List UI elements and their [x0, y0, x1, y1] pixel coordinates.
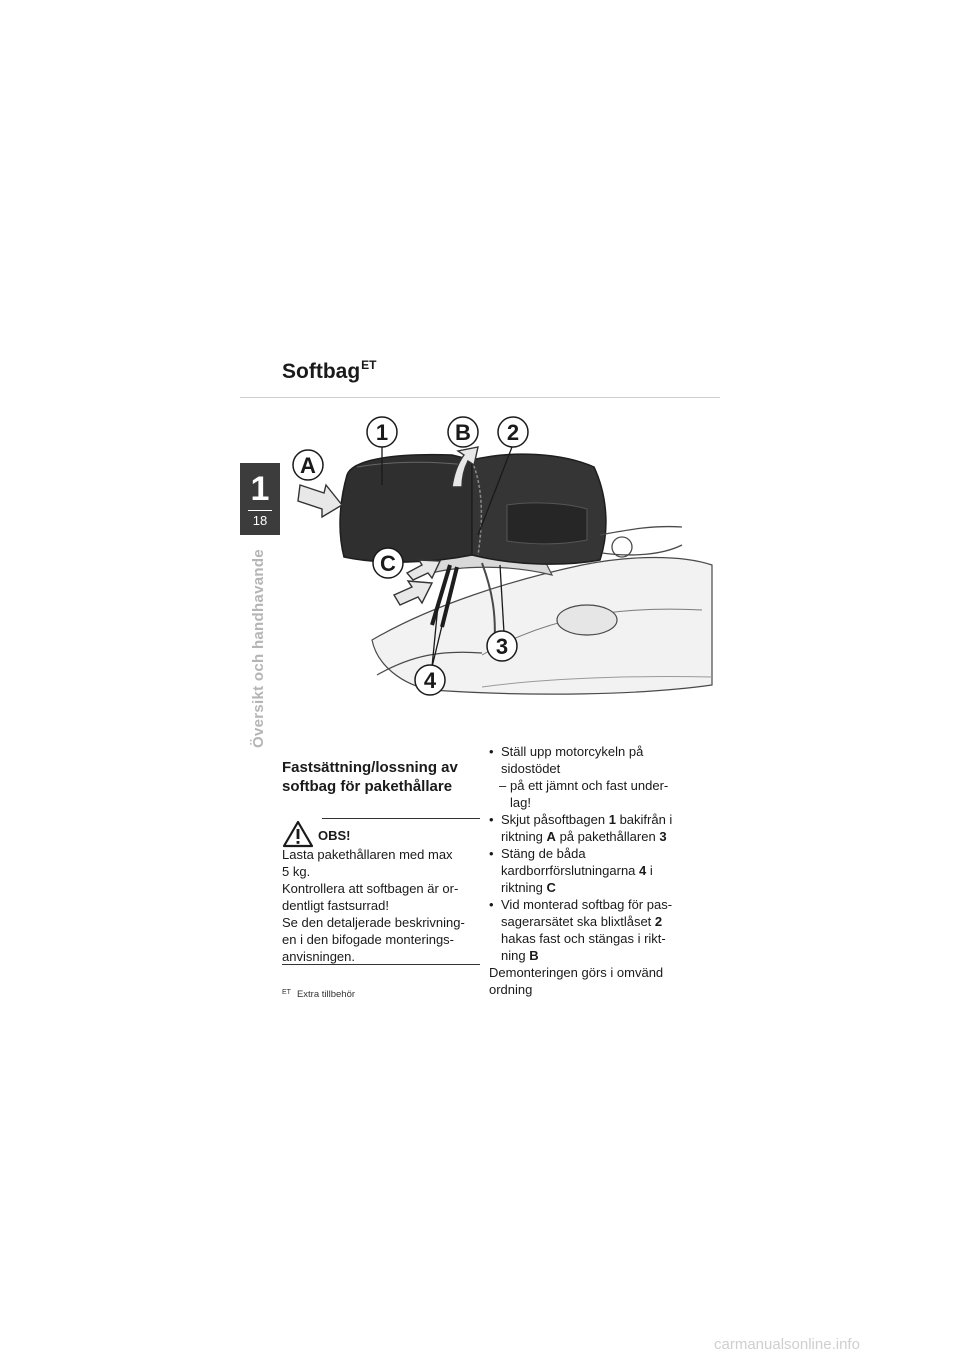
- notice-line-5: Se den detaljerade beskrivning-: [282, 915, 465, 930]
- ref-1: 1: [608, 812, 616, 827]
- notice-line-1: Lasta pakethållaren med max: [282, 847, 453, 862]
- step-2-text-b: bakifrån i: [619, 812, 673, 827]
- section-heading-line-2: softbag för pakethållare: [282, 778, 453, 795]
- notice-label: OBS!: [318, 828, 351, 843]
- ref-c: C: [546, 880, 556, 895]
- softbag-body: [340, 455, 472, 562]
- notice-bottom-rule: [282, 964, 480, 965]
- chapter-side-label: Översikt och handhavande: [250, 549, 267, 748]
- chapter-tab: [240, 463, 280, 535]
- notice-line-7: anvisningen.: [282, 949, 355, 964]
- notice-top-rule: [322, 818, 480, 819]
- step-1-line-2: sidostödet: [501, 761, 561, 776]
- step-2-text-d: på pakethållaren: [559, 829, 656, 844]
- step-1-sub-line-1: på ett jämnt och fast under-: [510, 778, 669, 793]
- bullet: •: [489, 744, 494, 759]
- page-number: 18: [252, 513, 268, 528]
- callout-a: [293, 450, 323, 480]
- arrow-c-lower: [407, 560, 440, 580]
- left-column: [282, 758, 480, 796]
- softbag-side-pocket: [507, 503, 587, 544]
- callout-b: [448, 417, 478, 447]
- arrow-c: [394, 581, 432, 605]
- cord-hook: [612, 537, 632, 557]
- step-3-text-b: i: [649, 863, 653, 878]
- watermark: carmanualsonline.info: [714, 1336, 860, 1353]
- ref-4: 4: [639, 863, 647, 878]
- notice-line-2: 5 kg.: [282, 864, 311, 879]
- callout-1-label: 1: [375, 420, 389, 445]
- closing-line-2: ordning: [489, 982, 533, 997]
- step-2-text-a: Skjut påsoftbagen: [501, 812, 606, 827]
- closing-paragraph: [489, 964, 704, 998]
- chapter-tab-divider: [248, 510, 272, 511]
- step-4-text-c: ning: [501, 948, 526, 963]
- chapter-number: 1: [250, 470, 270, 508]
- ref-a: A: [546, 829, 556, 844]
- page-title: [282, 360, 377, 384]
- callout-a-label: A: [300, 453, 316, 478]
- closing-line-1: Demonteringen görs i omvänd: [489, 965, 664, 980]
- tail-light: [557, 605, 617, 635]
- instruction-steps: [489, 743, 704, 998]
- step-1-line-1: Ställ upp motorcykeln på: [501, 744, 644, 759]
- footnote-mark: ET: [282, 989, 291, 996]
- footnote-text: Extra tillbehör: [296, 989, 356, 1000]
- notice-line-4: dentligt fastsurrad!: [282, 898, 389, 913]
- dash: –: [499, 778, 507, 793]
- notice-line-6: en i den bifogade monterings-: [282, 932, 455, 947]
- callout-2: [498, 417, 528, 447]
- step-4-line-1: Vid monterad softbag för pas-: [501, 897, 673, 912]
- step-1-sub-line-2: lag!: [510, 795, 531, 810]
- arrow-a: [298, 485, 342, 517]
- softbag-illustration: [282, 405, 720, 703]
- step-3-line-1: Stäng de båda: [501, 846, 586, 861]
- page-title-text: Softbag: [282, 360, 361, 383]
- step-4: [489, 896, 704, 964]
- callout-4-label: 4: [423, 668, 437, 693]
- step-4-line-3: hakas fast och stängas i rikt-: [501, 931, 666, 946]
- callout-c-label: C: [380, 551, 396, 576]
- callout-b-label: B: [455, 420, 471, 445]
- ref-2: 2: [654, 914, 663, 929]
- title-superscript: ET: [361, 358, 377, 372]
- section-heading: [282, 758, 480, 796]
- callout-c: [373, 548, 403, 578]
- ref-3: 3: [659, 829, 667, 844]
- softbag-drawing: [282, 405, 720, 703]
- section-heading-line-1: Fastsättning/lossning av: [282, 759, 458, 776]
- callout-1: [367, 417, 397, 447]
- warning-triangle-icon: [282, 820, 314, 848]
- callout-3: [487, 631, 517, 661]
- step-3-text-c: riktning: [501, 880, 543, 895]
- step-2: [489, 811, 704, 845]
- step-2-text-c: riktning: [501, 829, 543, 844]
- callout-4: [415, 665, 445, 695]
- step-4-text-a: sagerarsätet ska blixtlåset: [501, 914, 652, 929]
- bullet: •: [489, 846, 494, 861]
- notice-body: [282, 846, 480, 965]
- step-3-text-a: kardborrförslutningarna: [501, 863, 636, 878]
- notice-line-3: Kontrollera att softbagen är or-: [282, 881, 459, 896]
- footnote: [282, 989, 355, 1000]
- title-divider: [240, 397, 720, 398]
- callout-2-label: 2: [506, 420, 520, 445]
- step-3: [489, 845, 704, 896]
- ref-b: B: [529, 948, 539, 963]
- step-1: [489, 743, 704, 777]
- bullet: •: [489, 897, 494, 912]
- step-1-sub: [489, 777, 704, 811]
- callout-3-label: 3: [495, 634, 509, 659]
- bullet: •: [489, 812, 494, 827]
